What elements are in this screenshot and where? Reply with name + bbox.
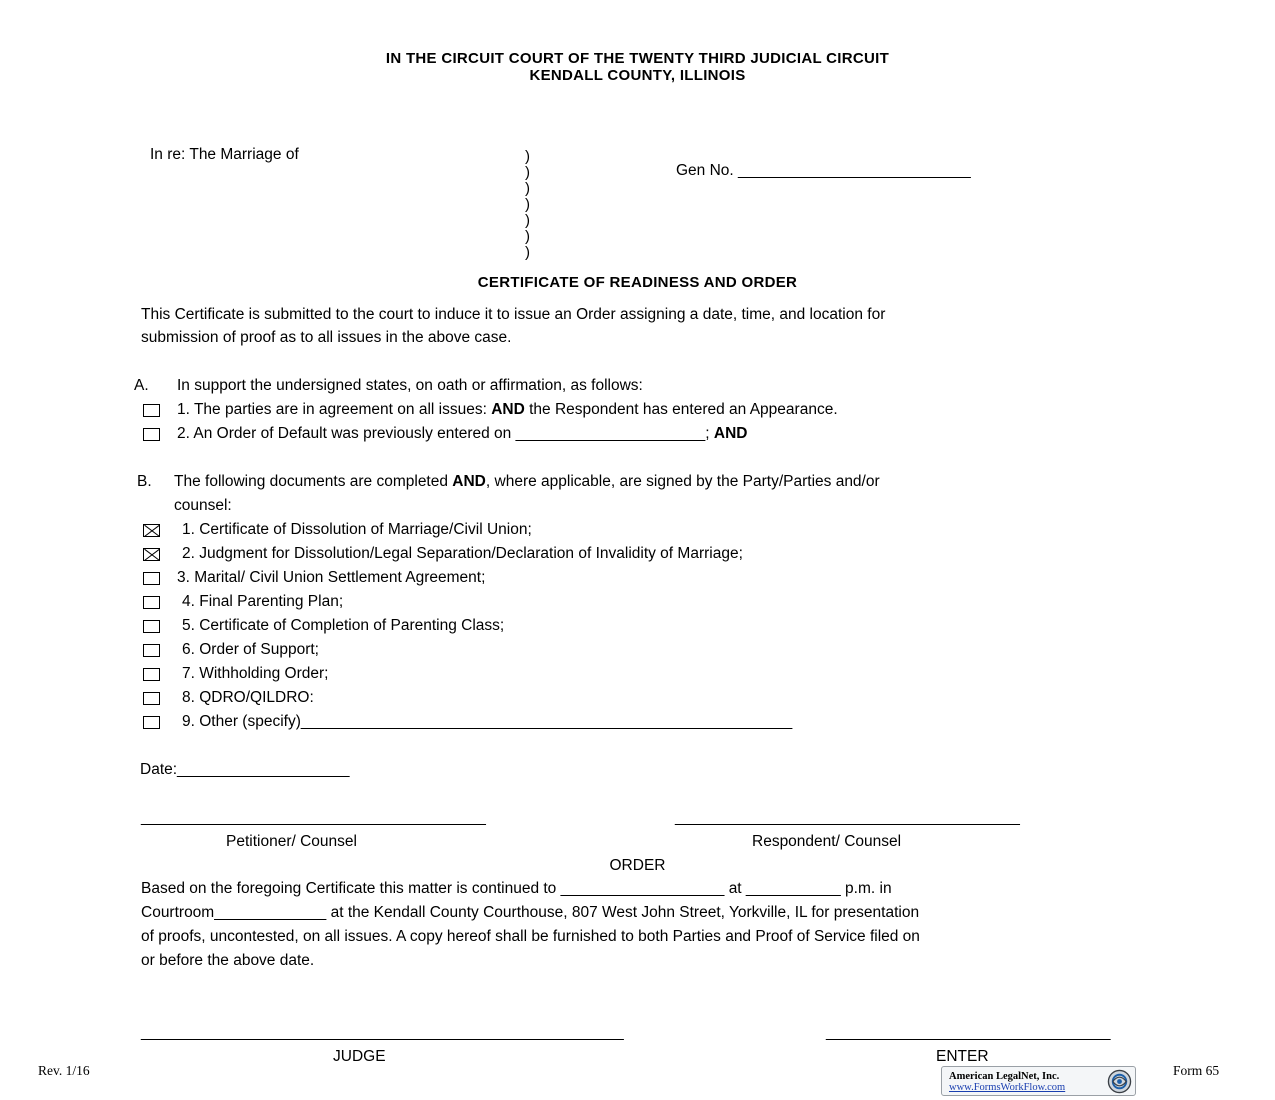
checkbox-b5[interactable]: [143, 620, 160, 633]
respondent-signature-line[interactable]: ________________________________________: [675, 809, 1020, 826]
petitioner-label: Petitioner/ Counsel: [226, 833, 357, 850]
document-title: CERTIFICATE OF READINESS AND ORDER: [477, 274, 798, 291]
item-b7: 7. Withholding Order;: [182, 665, 329, 682]
caption-paren: ): [525, 244, 530, 261]
county-name: KENDALL COUNTY, ILLINOIS: [529, 67, 746, 84]
caption-paren: ): [525, 164, 530, 181]
order-line: of proofs, uncontested, on all issues. A copy hereof shall be furnished to both Parties and Proof of Service filed on: [141, 928, 920, 945]
enter-date-line[interactable]: _________________________________: [826, 1024, 1111, 1041]
item-b5: 5. Certificate of Completion of Parenting Class;: [182, 617, 505, 634]
item-b3: 3. Marital/ Civil Union Settlement Agreement;: [177, 569, 486, 586]
date-field[interactable]: Date:____________________: [140, 761, 350, 778]
order-heading: ORDER: [609, 857, 666, 874]
item-b6: 6. Order of Support;: [182, 641, 319, 658]
intro-line: submission of proof as to all issues in the above case.: [141, 329, 512, 346]
checkbox-a2[interactable]: [143, 428, 160, 441]
logo-name: American LegalNet, Inc.: [949, 1071, 1060, 1082]
item-b8: 8. QDRO/QILDRO:: [182, 689, 314, 706]
order-line: Courtroom_____________ at the Kendall County Courthouse, 807 West John Street, Yorkville, IL for presentation: [141, 904, 920, 921]
checkbox-b4[interactable]: [143, 596, 160, 609]
caption-paren: ): [525, 148, 530, 165]
item-a1: 1. The parties are in agreement on all issues: AND the Respondent has entered an Appearance.: [177, 401, 838, 418]
judge-signature-line[interactable]: ________________________________________________________: [141, 1024, 624, 1041]
checkbox-b9[interactable]: [143, 716, 160, 729]
respondent-label: Respondent/ Counsel: [752, 833, 902, 850]
form-number: Form 65: [1173, 1063, 1220, 1078]
checkbox-b7[interactable]: [143, 668, 160, 681]
logo-url[interactable]: www.FormsWorkFlow.com: [949, 1082, 1066, 1093]
gen-no-field[interactable]: Gen No. ___________________________: [676, 162, 971, 179]
caption-paren: ): [525, 180, 530, 197]
checkbox-b8[interactable]: [143, 692, 160, 705]
section-b-label: B.: [137, 473, 152, 490]
petitioner-signature-line[interactable]: ________________________________________: [141, 809, 486, 826]
section-a-heading: In support the undersigned states, on oath or affirmation, as follows:: [177, 377, 643, 394]
item-b2: 2. Judgment for Dissolution/Legal Separation/Declaration of Invalidity of Marriage;: [182, 545, 743, 562]
item-b1: 1. Certificate of Dissolution of Marriage/Civil Union;: [182, 521, 532, 538]
caption-paren: ): [525, 228, 530, 245]
intro-line: This Certificate is submitted to the court to induce it to issue an Order assigning a date, time, and location for: [141, 306, 886, 323]
item-b4: 4. Final Parenting Plan;: [182, 593, 344, 610]
judge-label: JUDGE: [333, 1048, 386, 1065]
checkbox-a1[interactable]: [143, 404, 160, 417]
caption-paren: ): [525, 212, 530, 229]
globe-icon: [1107, 1069, 1132, 1094]
checkbox-b6[interactable]: [143, 644, 160, 657]
order-line: Based on the foregoing Certificate this matter is continued to ___________________ at ___________ p.m. in: [141, 880, 892, 897]
enter-label: ENTER: [936, 1048, 989, 1065]
court-name: IN THE CIRCUIT COURT OF THE TWENTY THIRD JUDICIAL CIRCUIT: [385, 50, 890, 67]
revision-label: Rev. 1/16: [38, 1063, 90, 1078]
checkbox-b1[interactable]: [143, 524, 160, 537]
order-line: or before the above date.: [141, 952, 315, 969]
legalnet-logo[interactable]: [941, 1066, 1136, 1096]
item-a2: 2. An Order of Default was previously entered on ______________________; AND: [177, 425, 748, 442]
item-b9: 9. Other (specify)_________________________________________________________: [182, 713, 793, 730]
section-a-label: A.: [134, 377, 149, 394]
checkbox-b2[interactable]: [143, 548, 160, 561]
caption-paren: ): [525, 196, 530, 213]
section-b-heading-cont: counsel:: [174, 497, 232, 514]
in-re-label: In re: The Marriage of: [150, 146, 299, 163]
section-b-heading: The following documents are completed AND, where applicable, are signed by the Party/Parties and/or: [174, 473, 880, 490]
checkbox-b3[interactable]: [143, 572, 160, 585]
